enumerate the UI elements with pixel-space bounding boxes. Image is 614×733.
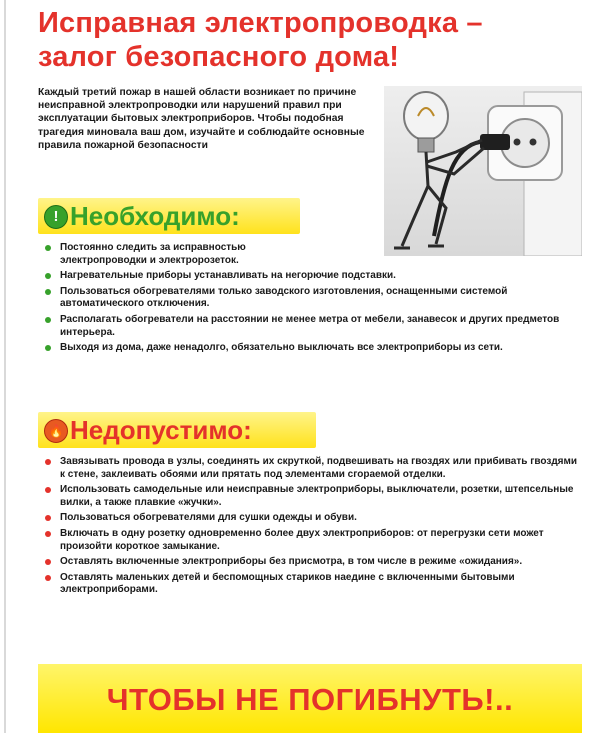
title-line-1: Исправная электропроводка –: [38, 7, 483, 39]
list-item: Выходя из дома, даже ненадолго, обязательно выключать все электроприборы из сети.: [42, 342, 582, 355]
poster-title: [38, 6, 598, 74]
necessary-heading: [38, 198, 300, 234]
list-item: Использовать самодельные или неисправные электроприборы, выключатели, розетки, штепсельные вилки, а также плавкие «жучки».: [42, 484, 582, 509]
list-item: Оставлять включенные электроприборы без присмотра, в том числе в режиме «ожидания».: [42, 556, 582, 569]
slogan-band: [38, 664, 582, 733]
list-item: Постоянно следить за исправностью электропроводки и электророзеток.: [42, 242, 320, 267]
list-item: Оставлять маленьких детей и беспомощных стариков наедине с включенными бытовыми электроприборами.: [42, 572, 582, 597]
intro-paragraph: Каждый третий пожар в нашей области возникает по причине неисправной электропроводки или нарушений правил при эксплуатации бытовых электроприборов. Чтобы подобная трагедия миновала ваш дом, изучайте и соблюдайте основные правила пожарной безопасности: [38, 87, 365, 151]
slogan-text: ЧТОБЫ НЕ ПОГИБНУТЬ!..: [106, 682, 514, 717]
list-item: Завязывать провода в узлы, соединять их скруткой, подвешивать на гвоздях или прибивать гвоздями к стене, заклеивать обоями или прятать под элементами сгораемой отделки.: [42, 456, 582, 481]
necessary-heading-label: Необходимо:: [70, 201, 240, 231]
list-item: Пользоваться обогревателями только заводского изготовления, оснащенными системой автоматического отключения.: [42, 286, 582, 311]
necessary-list: [42, 242, 582, 358]
forbidden-heading-label: Недопустимо:: [70, 415, 252, 445]
forbidden-list: [42, 456, 582, 600]
forbidden-heading: [38, 412, 316, 448]
title-line-2: залог безопасного дома!: [38, 41, 400, 73]
fire-icon: 🔥: [44, 419, 68, 443]
left-border: [4, 0, 6, 733]
list-item: Включать в одну розетку одновременно более двух электроприборов: от перегрузки сети может произойти короткое замыкание.: [42, 528, 582, 553]
list-item: Пользоваться обогревателями для сушки одежды и обуви.: [42, 512, 582, 525]
list-item: Нагревательные приборы устанавливать на негорючие подставки.: [42, 270, 582, 283]
lightbulb-figure-icon: [384, 86, 582, 256]
exclamation-icon: !: [44, 205, 68, 229]
list-item: Располагать обогреватели на расстоянии не менее метра от мебели, занавесок и других предметов интерьера.: [42, 314, 582, 339]
